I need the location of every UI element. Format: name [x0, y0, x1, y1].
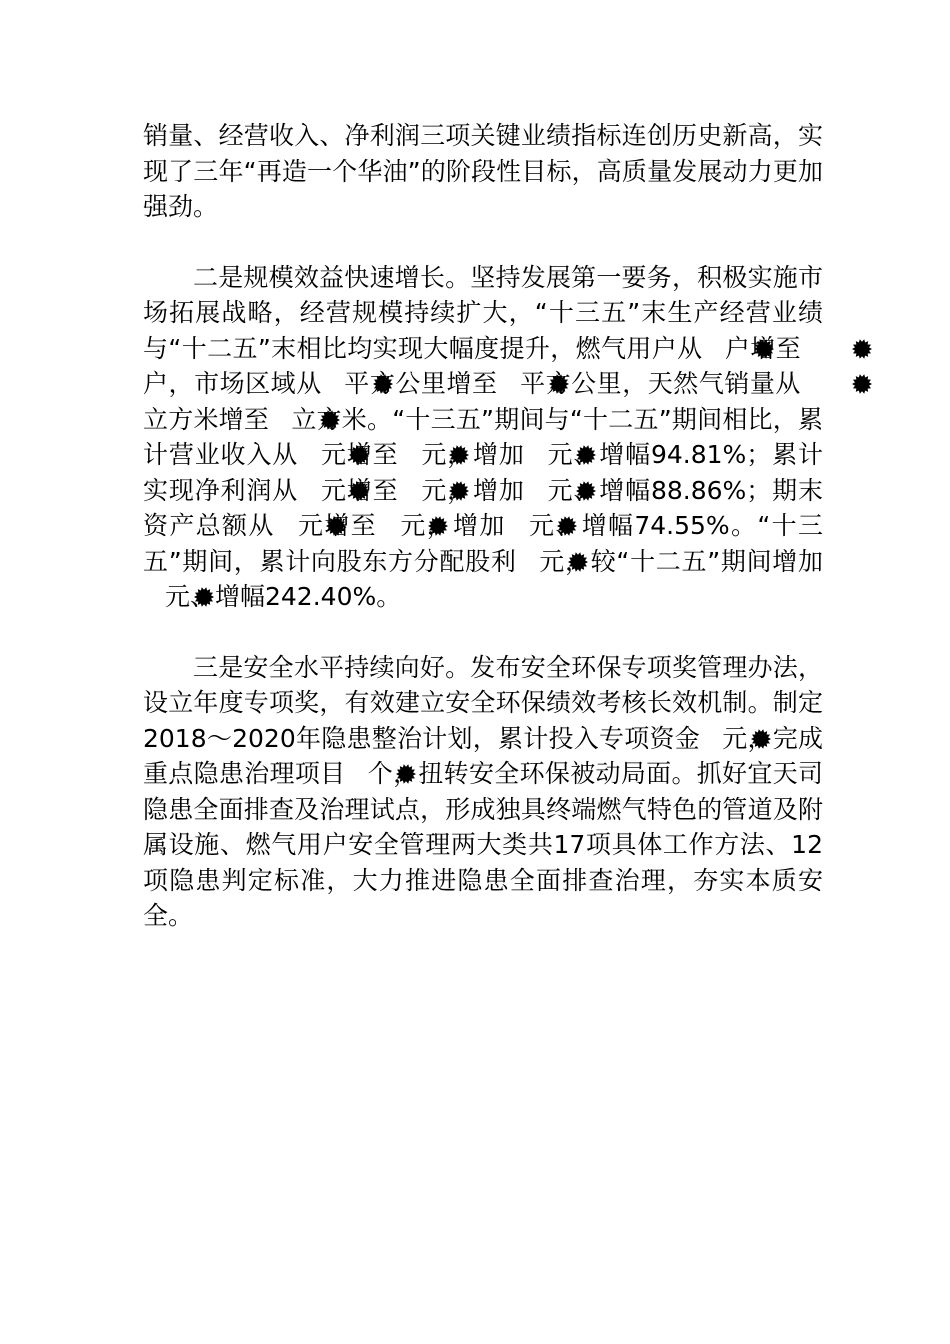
text-segment: 个，扭转安全环保被动局面。抓好宜天司隐患全面排查及治理试点，形成独具终端燃气特色的管道及附属设施、燃气用户安全管理两大类共17项具体工作方法、12项隐患判定标准，大力推进隐患全面排查治理，夯实本质安全。: [143, 759, 823, 930]
paragraph-safety-improvement: [143, 650, 823, 934]
text-segment: 元增至: [320, 440, 399, 469]
text-segment: 户，市场区域从: [143, 369, 322, 398]
redaction-seal-icon: [144, 581, 164, 601]
text-segment: 立方米。“十三五”期间与“十二五”期间相比，累计营业收入从: [143, 404, 823, 469]
text-segment: 三是安全水平持续向好。发布安全环保专项奖管理办法，设立年度专项奖，有效建立安全环保绩效考核长效机制。制定2018～2020年隐患整治计划，累计投入专项资金: [143, 652, 823, 753]
redaction-seal-icon: [378, 510, 398, 530]
redaction-seal-icon: [526, 439, 546, 459]
redaction-seal-icon: [346, 758, 366, 778]
paragraph-scale-growth: [143, 260, 823, 615]
redaction-seal-icon: [299, 439, 319, 459]
text-segment: 元增至: [320, 475, 399, 505]
redaction-seal-icon: [276, 510, 296, 530]
paragraph-sales-summary: [143, 118, 823, 225]
redaction-seal-icon: [507, 510, 527, 530]
redaction-seal-icon: [270, 404, 290, 424]
text-segment: 元，增加: [420, 440, 525, 469]
redaction-seal-icon: [701, 723, 721, 743]
document-page: [143, 118, 823, 934]
text-segment: 户增至: [724, 333, 801, 363]
text-segment: 元，增加: [399, 511, 506, 540]
redaction-seal-icon: [499, 368, 519, 388]
redaction-seal-icon: [526, 475, 546, 495]
redaction-seal-icon: [399, 439, 419, 459]
redaction-seal-icon: [518, 546, 538, 566]
text-segment: 元，完成重点隐患治理项目: [143, 723, 823, 788]
redaction-seal-icon: [399, 475, 419, 495]
redaction-seal-icon: [323, 368, 343, 388]
redaction-seal-icon: [802, 333, 822, 353]
text-segment: 元、增幅242.40%。: [165, 582, 402, 611]
text-segment: 元，增加: [420, 475, 525, 505]
text-segment: 元、增幅88.86%；期末资产总额从: [143, 475, 823, 540]
text-segment: 元、增幅94.81%；累计实现净利润从: [143, 440, 823, 505]
text-segment: 销量、经营收入、净利润三项关键业绩指标连创历史新高，实现了三年“再造一个华油”的阶段性目标，高质量发展动力更加强劲。: [143, 121, 823, 221]
text-segment: 元，较“十二五”期间增加: [538, 546, 824, 576]
redaction-seal-icon: [299, 475, 319, 495]
text-segment: 平方公里增至: [343, 369, 498, 398]
text-segment: 元增至: [296, 511, 378, 540]
redaction-seal-icon: [704, 333, 724, 353]
text-segment: 元、增幅74.55%。“十三五”期间，累计向股东方分配股利: [143, 511, 823, 576]
text-segment: 二是规模效益快速增长。坚持发展第一要务，积极实施市场拓展战略，经营规模持续扩大，“十三五”末生产经营业绩与“十二五”末相比均实现大幅度提升，燃气用户从: [143, 262, 823, 363]
redaction-seal-icon: [802, 368, 822, 388]
text-segment: 平方公里，天然气销量从: [519, 369, 801, 398]
text-segment: 立方米增至: [143, 404, 270, 434]
